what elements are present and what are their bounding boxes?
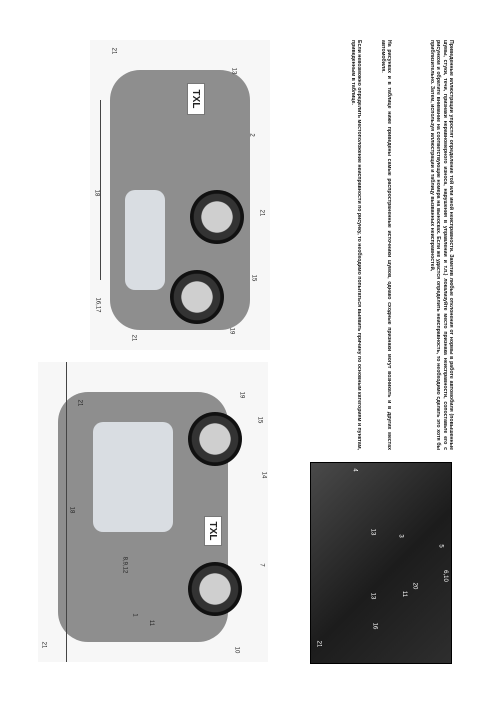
- license-plate: TXL: [204, 516, 222, 546]
- callout-16: 16: [371, 622, 378, 630]
- callout-21-right: 21: [258, 209, 265, 217]
- callout-13-bottom: 13: [369, 592, 376, 600]
- callout-19: 19: [228, 327, 235, 335]
- interior-photo: [310, 462, 452, 664]
- callout-11: 11: [401, 590, 408, 598]
- front-wheel: [188, 412, 242, 466]
- callout-21-bottom: 21: [40, 641, 47, 649]
- callout-6-10: 6,10: [441, 570, 448, 582]
- callout-21-top: 21: [76, 399, 83, 407]
- callout-21: 21: [315, 640, 322, 648]
- intro-paragraph: Приведенные иллюстрации упростят определение той или иной неисправности. Заметив любые отклонения от нормы в работе автомобиля (повышенные шумы, стуки, течи, признаки неравномерного износа, нарушения в управлении и т.п.) локализуйте место признака неисправности, сопоставьте его с рисунком и обратите внимание на соответствующие номера на выносках. Если же удастся определить неисправность, то необходимо сделать это хотя бы приблизительно. Затем, используя иллюстрации и таблицу вызванных неисправностей,: [428, 40, 454, 450]
- callout-10: 10: [233, 646, 240, 654]
- noise-sources-paragraph: На рисунках и в таблице ниже приведены самые распространенные источники шумов, однако сходные признаки могут возникать и в других местах автомобиля.: [379, 40, 392, 450]
- callout-5: 5: [437, 544, 444, 548]
- callout-19: 19: [238, 391, 245, 399]
- callout-21-bottom: 21: [130, 334, 137, 342]
- rear-wheel: [188, 562, 242, 616]
- front-car-illustration: [38, 362, 268, 662]
- rear-wheel: [170, 270, 224, 324]
- callout-15: 15: [256, 416, 263, 424]
- callout-13-top: 13: [369, 528, 376, 536]
- callout-11: 11: [148, 619, 155, 627]
- callout-18: 18: [68, 506, 75, 514]
- dimension-line-18: [100, 100, 101, 280]
- callout-4: 4: [351, 468, 358, 472]
- windshield: [93, 422, 173, 532]
- callout-2: 2: [248, 133, 255, 137]
- rear-car-illustration: [90, 40, 270, 350]
- dimension-line-18: [66, 362, 67, 662]
- callout-8-9-12: 8,9,12: [121, 556, 128, 574]
- callout-3: 3: [397, 534, 404, 538]
- callout-1: 1: [131, 613, 138, 617]
- front-wheel: [190, 190, 244, 244]
- fallback-paragraph: Если невозможно определить местоположение неисправности по рисунку, то необходимо попытаться выявить причину по основным категориям и пунктам, приведенным в таблице.: [349, 40, 362, 450]
- callout-20: 20: [411, 582, 418, 590]
- side-windows: [125, 190, 165, 290]
- callout-13: 13: [230, 67, 237, 75]
- callout-7: 7: [258, 563, 265, 567]
- callout-16-17: 16,17: [94, 297, 101, 313]
- license-plate: TXL: [187, 83, 205, 115]
- callout-15: 15: [250, 274, 257, 282]
- text-column: [282, 40, 457, 460]
- callout-14: 14: [260, 471, 267, 479]
- callout-21-top: 21: [110, 47, 117, 55]
- callout-18: 18: [93, 189, 100, 197]
